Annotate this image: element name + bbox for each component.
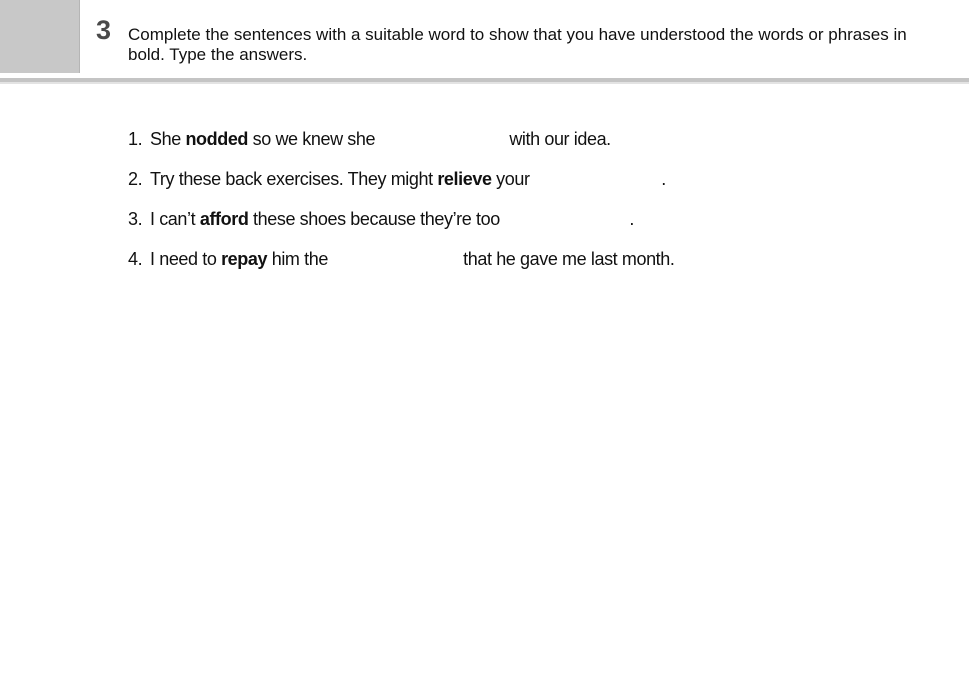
exercise-instructions: Complete the sentences with a suitable word to show that you have understood the words or phrases in bold. Type the answers. [128, 25, 907, 64]
answer-input-3[interactable] [504, 210, 629, 230]
header-tab [0, 0, 80, 73]
question-text-middle: so we knew she [248, 129, 376, 149]
question-text-after: that he gave me last month. [463, 249, 675, 269]
question-text-after: . [629, 209, 635, 229]
question-number: 1. [128, 129, 143, 149]
question-list [128, 128, 675, 288]
question-text-before: She [150, 129, 186, 149]
question-item [128, 248, 675, 288]
question-item [128, 128, 675, 168]
question-text-middle: him the [267, 249, 328, 269]
header-divider-shadow [0, 82, 969, 84]
bold-keyword: afford [199, 209, 249, 229]
question-text-after: . [661, 169, 666, 189]
question-number: 2. [128, 169, 143, 189]
question-number: 3. [128, 209, 143, 229]
answer-input-1[interactable] [380, 130, 505, 150]
question-item [128, 208, 675, 248]
question-item [128, 168, 675, 208]
question-text-before: I need to [150, 249, 222, 269]
question-text-middle: your [491, 169, 530, 189]
answer-input-2[interactable] [534, 170, 661, 190]
question-text-middle: these shoes because they’re too [248, 209, 500, 229]
question-text-before: I can’t [150, 209, 200, 229]
answer-input-4[interactable] [333, 250, 459, 270]
bold-keyword: relieve [437, 169, 492, 189]
exercise-header [0, 0, 969, 84]
question-text-before: Try these back exercises. They might [150, 169, 438, 189]
question-text-after: with our idea. [509, 129, 611, 149]
question-number: 4. [128, 249, 143, 269]
exercise-number: 3 [96, 15, 112, 45]
bold-keyword: repay [221, 249, 268, 269]
bold-keyword: nodded [185, 129, 249, 149]
